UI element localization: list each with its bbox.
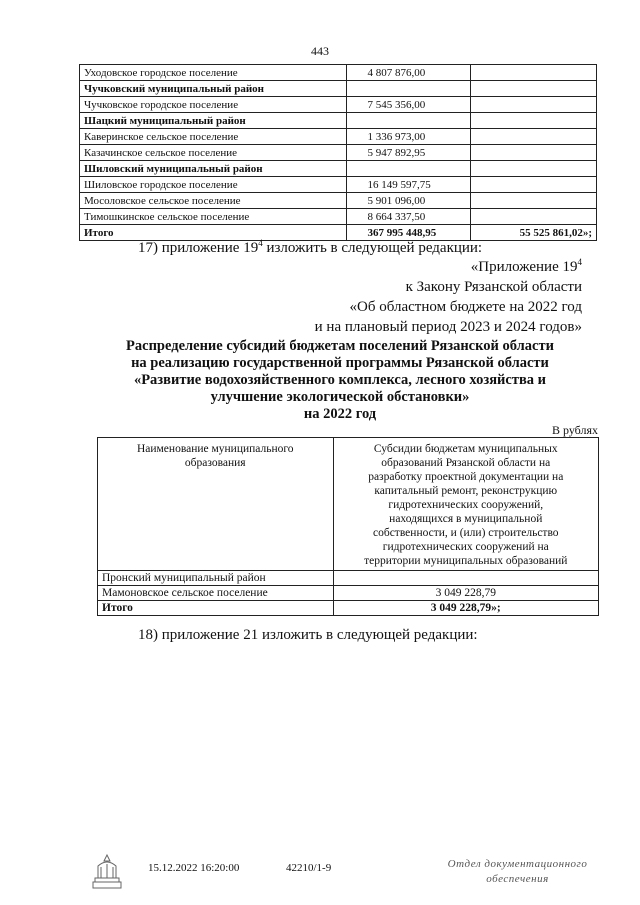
appendix-reference bbox=[315, 257, 582, 337]
row-total bbox=[471, 65, 597, 81]
reference-line-4: и на плановый период 2023 и 2024 годов» bbox=[314, 319, 582, 335]
table-row bbox=[80, 65, 597, 81]
row-total bbox=[471, 97, 597, 113]
instruction-17-text: 17) приложение 19 bbox=[138, 240, 259, 256]
row-value: 1 336 973,00 bbox=[347, 129, 471, 145]
row-total bbox=[471, 177, 597, 193]
reference-line-1: «Приложение $19^4$ bbox=[470, 257, 582, 275]
currency-unit: В рублях bbox=[551, 423, 598, 437]
row-name: Тимошкинское сельское поселение bbox=[80, 209, 347, 225]
row-total: 55 525 861,02»; bbox=[471, 225, 597, 241]
title-line-5: на 2022 год bbox=[303, 406, 377, 422]
table-header-row bbox=[98, 438, 599, 571]
row-total bbox=[471, 193, 597, 209]
row-total bbox=[471, 113, 597, 129]
row-name: Пронский муниципальный район bbox=[98, 571, 334, 586]
instruction-17 bbox=[138, 239, 482, 257]
row-value: 16 149 597,75 bbox=[347, 177, 471, 193]
row-name: Чучковский муниципальный район bbox=[80, 81, 347, 97]
header-municipality: Наименование муниципального образования bbox=[98, 438, 334, 571]
table-row bbox=[80, 209, 597, 225]
row-name: Итого bbox=[98, 601, 334, 616]
row-value: 367 995 448,95 bbox=[347, 225, 471, 241]
row-value: 8 664 337,50 bbox=[347, 209, 471, 225]
table-row bbox=[80, 113, 597, 129]
row-value: 4 807 876,00 bbox=[347, 65, 471, 81]
duma-emblem-icon bbox=[90, 852, 124, 892]
title-line-4: улучшение экологической обстановки» bbox=[210, 389, 470, 405]
row-name: Каверинское сельское поселение bbox=[80, 129, 347, 145]
row-name: Шиловское городское поселение bbox=[80, 177, 347, 193]
row-value bbox=[347, 81, 471, 97]
row-value: 3 049 228,79»; bbox=[333, 601, 598, 616]
row-total bbox=[471, 145, 597, 161]
reference-line-3: «Об областном бюджете на 2022 год bbox=[349, 299, 582, 315]
row-value: 5 901 096,00 bbox=[347, 193, 471, 209]
page-number: 443 bbox=[311, 44, 329, 58]
row-value: 7 545 356,00 bbox=[347, 97, 471, 113]
instruction-17-text-after: изложить в следующей редакции: bbox=[262, 240, 483, 256]
row-name: Шацкий муниципальный район bbox=[80, 113, 347, 129]
title-line-3: «Развитие водохозяйственного комплекса, лесного хозяйства и bbox=[133, 372, 547, 388]
footer-doc-number: 42210/1-9 bbox=[286, 862, 332, 874]
row-name: Мамоновское сельское поселение bbox=[98, 586, 334, 601]
row-value: 5 947 892,95 bbox=[347, 145, 471, 161]
table-row bbox=[80, 177, 597, 193]
title-line-2: на реализацию государственной программы Рязанской области bbox=[131, 355, 549, 371]
row-total bbox=[471, 209, 597, 225]
reference-line-2: к Закону Рязанской области bbox=[405, 279, 582, 295]
header-subsidy: Субсидии бюджетам муниципальных образований Рязанской области на разработку проектной документации на капитальный ремонт, реконструкцию гидротехнических сооружений, находящихся в муниципальной собственности, и (или) строительство гидротехнических сооружений на территории муниципальных образований bbox=[333, 438, 598, 571]
row-name: Итого bbox=[80, 225, 347, 241]
table-row bbox=[80, 81, 597, 97]
subsidy-table bbox=[97, 437, 599, 616]
document-title bbox=[80, 338, 600, 423]
row-name: Уходовское городское поселение bbox=[80, 65, 347, 81]
table-row bbox=[98, 571, 599, 586]
department-stamp: Отдел документационного обеспечения bbox=[447, 858, 588, 885]
instruction-17-sup: 4 bbox=[258, 238, 263, 248]
row-name: Чучковское городское поселение bbox=[80, 97, 347, 113]
budget-table-continuation bbox=[79, 64, 597, 241]
table-row bbox=[98, 586, 599, 601]
row-name: Мосоловское сельское поселение bbox=[80, 193, 347, 209]
footer-timestamp: 15.12.2022 16:20:00 bbox=[148, 862, 240, 874]
table-row bbox=[80, 129, 597, 145]
table-row bbox=[80, 145, 597, 161]
row-total bbox=[471, 129, 597, 145]
row-value: 3 049 228,79 bbox=[333, 586, 598, 601]
title-line-1: Распределение субсидий бюджетам поселений Рязанской области bbox=[126, 338, 554, 354]
row-value bbox=[347, 161, 471, 177]
row-total bbox=[471, 161, 597, 177]
row-value bbox=[347, 113, 471, 129]
table-row bbox=[80, 161, 597, 177]
row-name: Казачинское сельское поселение bbox=[80, 145, 347, 161]
instruction-18: 18) приложение 21 изложить в следующей редакции: bbox=[138, 627, 478, 643]
table-row bbox=[98, 601, 599, 616]
table-row bbox=[80, 97, 597, 113]
row-total bbox=[471, 81, 597, 97]
row-value bbox=[333, 571, 598, 586]
row-name: Шиловский муниципальный район bbox=[80, 161, 347, 177]
table-row bbox=[80, 193, 597, 209]
